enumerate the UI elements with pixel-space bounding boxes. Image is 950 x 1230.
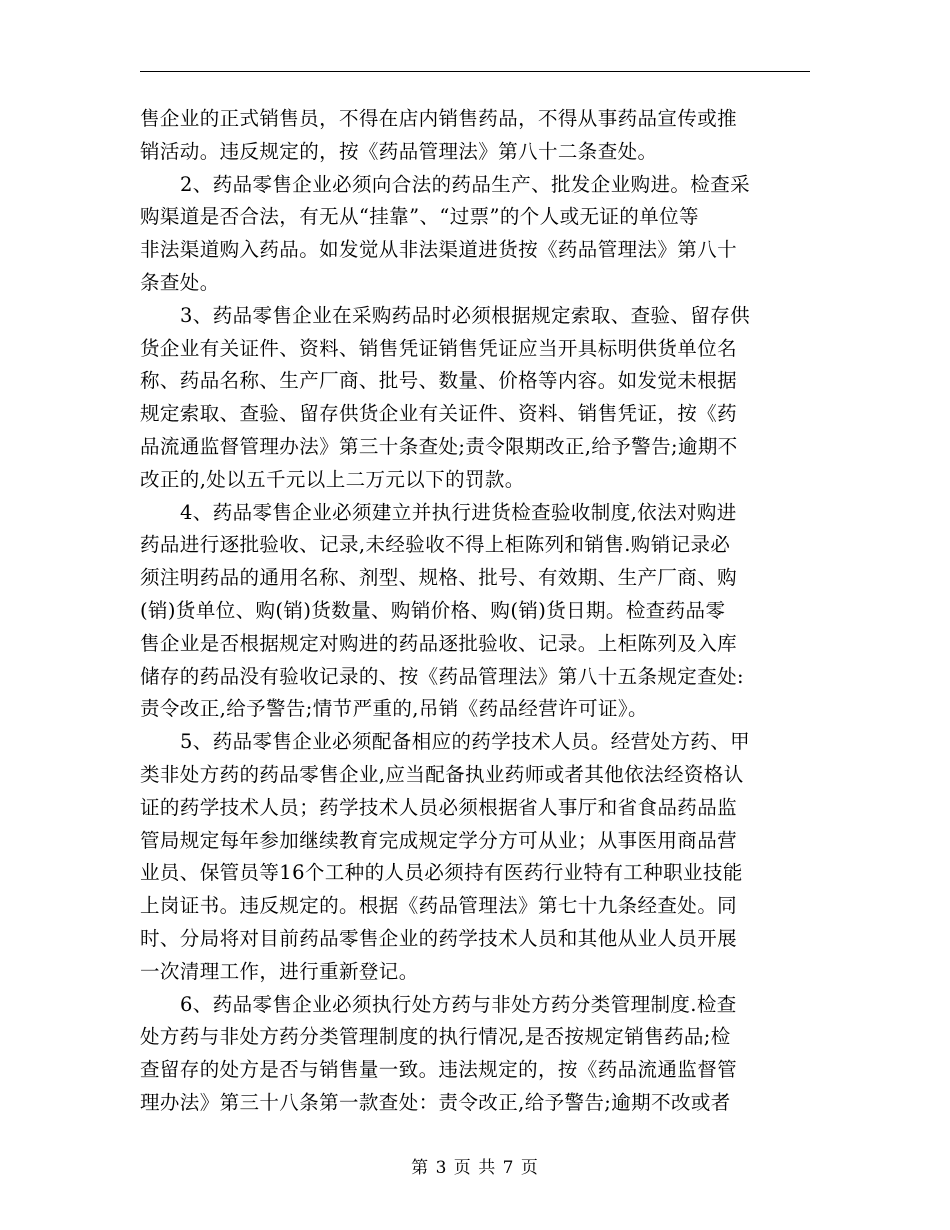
text-line: 证的药学技术人员；药学技术人员必须根据省人事厅和省食品药品监	[140, 795, 738, 819]
text-line: 一次清理工作，进行重新登记。	[140, 959, 419, 983]
text-line: 非法渠道购入药品。如发觉从非法渠道进货按《药品管理法》第八十	[140, 238, 738, 262]
paragraph-start-line: 4、药品零售企业必须建立并执行进货检查验收制度,依法对购进	[180, 500, 737, 524]
paragraph-start-line: 2、药品零售企业必须向合法的药品生产、批发企业购进。检查采	[180, 172, 751, 196]
text-line: 处方药与非处方药分类管理制度的执行情况,是否按规定销售药品;检	[140, 1025, 731, 1049]
text-line: 品流通监督管理办法》第三十条查处;责令限期改正,给予警告;逾期不	[140, 434, 738, 458]
text-line: 规定索取、查验、留存供货企业有关证件、资料、销售凭证，按《药	[140, 402, 738, 426]
text-line: 销活动。违反规定的，按《药品管理法》第八十二条查处。	[140, 139, 658, 163]
text-line: 储存的药品没有验收记录的、按《药品管理法》第八十五条规定查处:	[140, 664, 744, 688]
text-line: 购渠道是否合法，有无从“挂靠”、“过票”的个人或无证的单位等	[140, 205, 699, 229]
header-rule	[140, 71, 810, 72]
document-body	[140, 103, 810, 1120]
text-line: 售企业是否根据规定对购进的药品逐批验收、记录。上柜陈列及入库	[140, 631, 738, 655]
paragraph-start-line: 6、药品零售企业必须执行处方药与非处方药分类管理制度.检查	[180, 992, 737, 1016]
text-line: 业员、保管员等16个工种的人员必须持有医药行业特有工种职业技能	[140, 861, 743, 885]
text-line: 货企业有关证件、资料、销售凭证销售凭证应当开具标明供货单位名	[140, 336, 738, 360]
text-line: 须注明药品的通用名称、剂型、规格、批号、有效期、生产厂商、购	[140, 566, 738, 590]
text-line: 管局规定每年参加继续教育完成规定学分方可从业；从事医用商品营	[140, 828, 738, 852]
text-line: 类非处方药的药品零售企业,应当配备执业药师或者其他依法经资格认	[140, 762, 744, 786]
text-line: 上岗证书。违反规定的。根据《药品管理法》第七十九条经查处。同	[140, 894, 738, 918]
text-line: 药品进行逐批验收、记录,未经验收不得上柜陈列和销售.购销记录必	[140, 533, 731, 557]
text-line: 改正的,处以五千元以上二万元以下的罚款。	[140, 467, 525, 491]
text-line: 称、药品名称、生产厂商、批号、数量、价格等内容。如发觉未根据	[140, 369, 738, 393]
text-line: 时、分局将对目前药品零售企业的药学技术人员和其他从业人员开展	[140, 926, 738, 950]
page-number-footer: 第 3 页 共 7 页	[411, 1158, 539, 1178]
text-line: 售企业的正式销售员，不得在店内销售药品，不得从事药品宣传或推	[140, 107, 738, 130]
text-line: 查留存的处方是否与销售量一致。违法规定的，按《药品流通监督管	[140, 1058, 738, 1082]
text-line: (销)货单位、购(销)货数量、购销价格、购(销)货日期。检查药品零	[140, 598, 726, 622]
text-line: 责令改正,给予警告;情节严重的,吊销《药品经营许可证》。	[140, 697, 648, 721]
text-line: 条查处。	[140, 270, 220, 294]
text-line: 理办法》第三十八条第一款查处：责令改正,给予警告;逾期不改或者	[140, 1090, 731, 1114]
paragraph-start-line: 3、药品零售企业在采购药品时必须根据规定索取、查验、留存供	[180, 303, 751, 327]
paragraph-start-line: 5、药品零售企业必须配备相应的药学技术人员。经营处方药、甲	[180, 730, 751, 754]
